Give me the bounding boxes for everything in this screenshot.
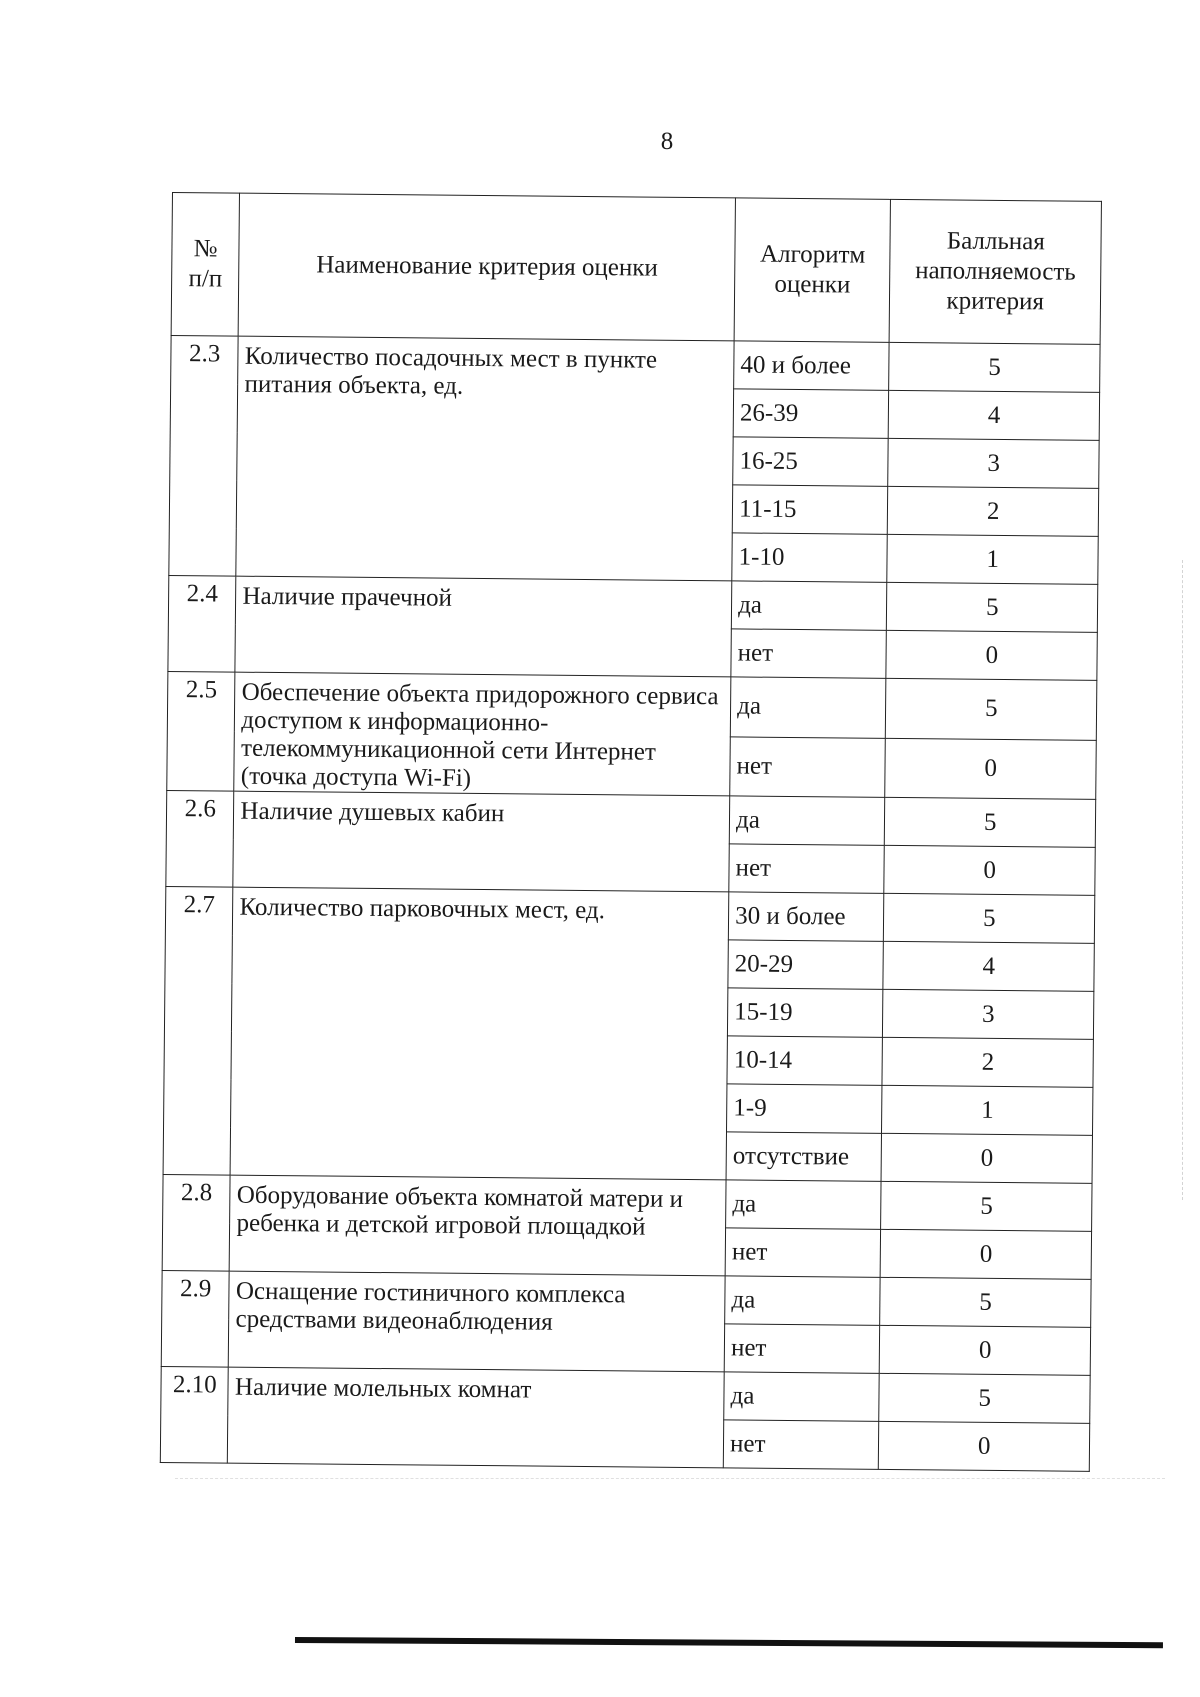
algorithm-cell: 16-25 xyxy=(733,437,889,486)
score-cell: 1 xyxy=(882,1085,1093,1135)
score-cell: 0 xyxy=(879,1421,1090,1471)
algorithm-cell: да xyxy=(729,796,885,845)
algorithm-cell: 1-10 xyxy=(732,533,888,582)
table-row xyxy=(168,575,1097,632)
criterion-number: 2.7 xyxy=(163,886,233,1175)
score-cell: 4 xyxy=(889,390,1100,440)
criterion-number: 2.3 xyxy=(169,335,239,576)
algorithm-cell: нет xyxy=(731,629,887,678)
scan-artifact-vertical xyxy=(1182,560,1183,1200)
algorithm-cell: отсутствие xyxy=(726,1132,882,1181)
score-cell: 0 xyxy=(881,1133,1092,1183)
algorithm-cell: 11-15 xyxy=(732,485,888,534)
criterion-name: Наличие прачечной xyxy=(235,576,732,677)
algorithm-cell: нет xyxy=(729,844,885,893)
score-cell: 0 xyxy=(880,1325,1091,1375)
criterion-number: 2.6 xyxy=(166,790,234,887)
score-cell: 5 xyxy=(889,342,1100,392)
table-header-row xyxy=(171,193,1101,345)
score-cell: 0 xyxy=(885,738,1096,800)
table-body xyxy=(160,335,1100,1471)
algorithm-cell: 15-19 xyxy=(728,988,884,1037)
criterion-number: 2.9 xyxy=(161,1270,229,1367)
score-cell: 0 xyxy=(884,845,1095,895)
algorithm-cell: да xyxy=(725,1276,881,1325)
algorithm-cell: 20-29 xyxy=(728,940,884,989)
algorithm-cell: 10-14 xyxy=(727,1036,883,1085)
bottom-rule xyxy=(295,1637,1163,1648)
algorithm-cell: да xyxy=(730,677,886,738)
score-cell: 2 xyxy=(888,486,1099,536)
scan-artifact-horizontal xyxy=(175,1478,1165,1479)
page-number: 8 xyxy=(660,128,674,155)
algorithm-cell: да xyxy=(731,581,887,630)
criterion-name: Наличие молельных комнат xyxy=(228,1367,725,1468)
score-cell: 4 xyxy=(883,941,1094,991)
criterion-number: 2.8 xyxy=(162,1174,230,1271)
header-score: Балльная наполняемость критерия xyxy=(890,199,1102,344)
score-cell: 5 xyxy=(887,582,1098,632)
table-row xyxy=(165,886,1094,943)
score-cell: 1 xyxy=(887,534,1098,584)
table-row xyxy=(163,1174,1092,1231)
header-algorithm: Алгоритм оценки xyxy=(734,198,891,342)
table-row xyxy=(167,671,1097,739)
score-cell: 5 xyxy=(885,797,1096,847)
criterion-name: Количество посадочных мест в пункте питания объекта, ед. xyxy=(236,336,734,581)
score-cell: 5 xyxy=(881,1181,1092,1231)
algorithm-cell: 30 и более xyxy=(728,892,884,941)
criterion-number: 2.10 xyxy=(160,1366,228,1463)
table-row xyxy=(171,335,1100,392)
algorithm-cell: нет xyxy=(725,1228,881,1277)
table-row xyxy=(161,1366,1090,1423)
score-cell: 3 xyxy=(888,438,1099,488)
header-num: № п/п xyxy=(171,193,240,337)
score-cell: 5 xyxy=(884,893,1095,943)
score-cell: 3 xyxy=(883,989,1094,1039)
algorithm-cell: нет xyxy=(730,736,886,797)
algorithm-cell: 1-9 xyxy=(727,1084,883,1133)
algorithm-cell: нет xyxy=(724,1324,880,1373)
header-name: Наименование критерия оценки xyxy=(239,193,736,341)
criterion-number: 2.4 xyxy=(168,575,236,672)
criterion-number: 2.5 xyxy=(167,671,236,791)
score-cell: 5 xyxy=(879,1373,1090,1423)
score-cell: 5 xyxy=(880,1277,1091,1327)
criterion-name: Оборудование объекта комнатой матери и ребенка и детской игровой площадкой xyxy=(230,1175,727,1276)
criterion-name: Наличие душевых кабин xyxy=(233,791,730,892)
score-cell: 0 xyxy=(886,630,1097,680)
criterion-name: Оснащение гостиничного комплекса средствами видеонаблюдения xyxy=(229,1271,726,1372)
criteria-table xyxy=(160,192,1102,1472)
algorithm-cell: да xyxy=(724,1372,880,1421)
score-cell: 5 xyxy=(886,678,1097,740)
algorithm-cell: 40 и более xyxy=(734,341,890,390)
score-cell: 0 xyxy=(881,1229,1092,1279)
table-row xyxy=(162,1270,1091,1327)
algorithm-cell: да xyxy=(726,1180,882,1229)
score-cell: 2 xyxy=(882,1037,1093,1087)
algorithm-cell: нет xyxy=(723,1420,879,1469)
algorithm-cell: 26-39 xyxy=(733,389,889,438)
criterion-name: Обеспечение объекта придорожного сервиса доступом к информационно-телекоммуникационной сети Интернет (точка доступа Wi-Fi) xyxy=(234,672,731,796)
table-row xyxy=(166,790,1095,847)
criterion-name: Количество парковочных мест, ед. xyxy=(231,887,729,1180)
